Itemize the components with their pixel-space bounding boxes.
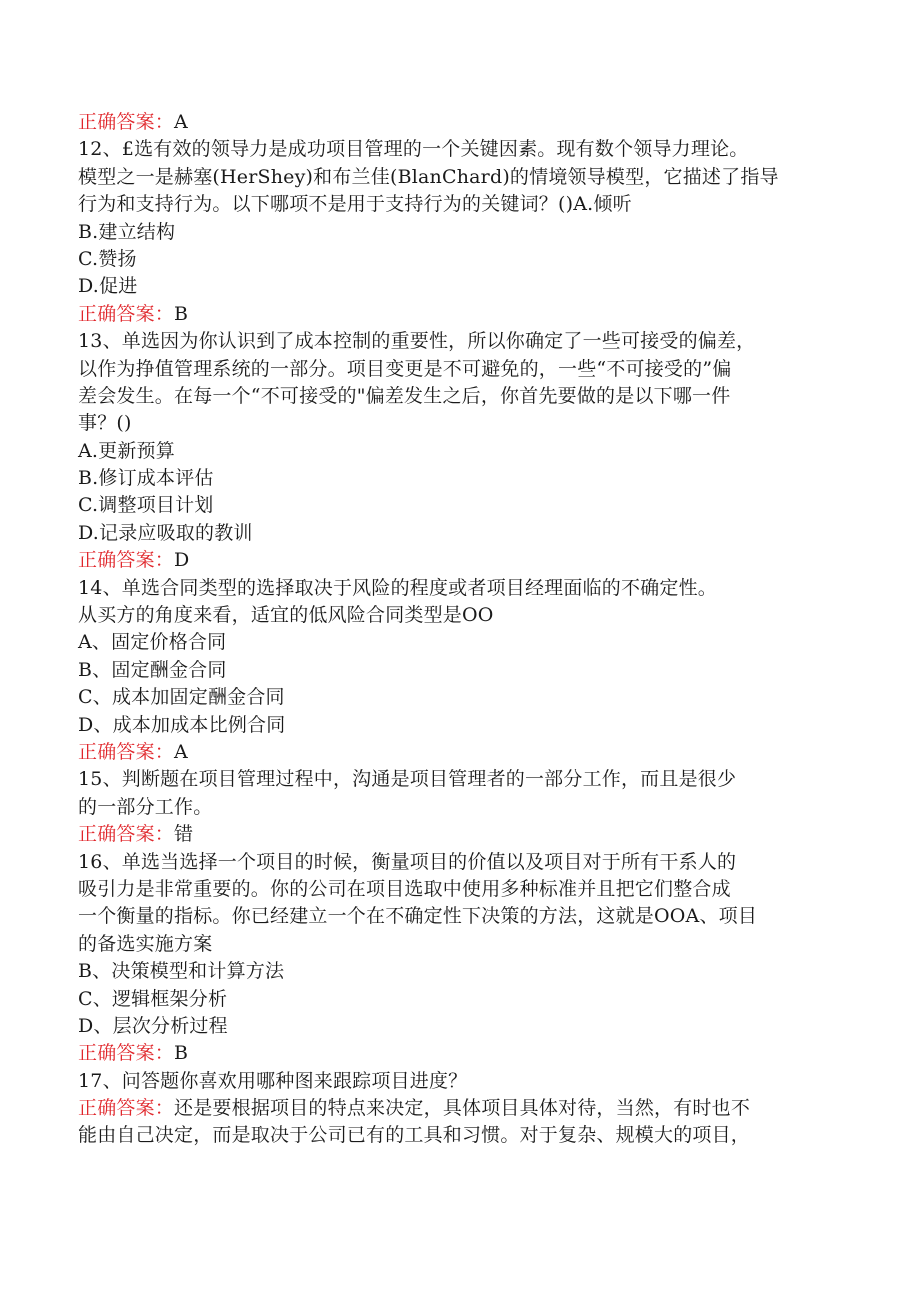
text-line: C、成本加固定酬金合同 [78,686,285,709]
text-line: 12、£选有效的领导力是成功项目管理的一个关键因素。现有数个领导力理论。 [78,138,749,161]
answer-value: A [174,740,188,763]
text-line: 17、问答题你喜欢用哪种图来跟踪项目进度？ [78,1069,468,1092]
text-line: 差会发生。在每一个“不可接受的"偏差发生之后，你首先要做的是以下哪一件 [78,384,731,407]
text-line: C.赞扬 [78,247,137,270]
answer-label: 正确答案： [78,1097,175,1120]
text-line: 15、判断题在项目管理过程中，沟通是项目管理者的一部分工作，而且是很少 [78,768,737,791]
text-line: D、层次分析过程 [78,1014,228,1037]
answer-label: 正确答案： [78,549,175,572]
text-line: 能由自己决定，而是取决于公司已有的工具和习惯。对于复杂、规模大的项目， [78,1124,751,1147]
text-line: D.记录应吸取的教训 [78,521,253,544]
text-line: 的备选实施方案 [78,932,213,955]
text-line: 以作为挣值管理系统的一部分。项目变更是不可避免的，一些“不可接受的”偏 [78,357,732,380]
answer-value: A [174,111,188,133]
answer-label: 正确答案： [78,111,175,133]
answer-line [78,301,848,328]
answer-line [78,109,848,136]
text-line: D、成本加成本比例合同 [78,713,286,736]
text-line: D.促进 [78,275,138,298]
text-line: 从买方的角度来看，适宜的低风险合同类型是OO [78,604,494,627]
answer-value: 还是要根据项目的特点来决定，具体项目具体对待，当然，有时也不 [174,1097,751,1120]
text-line: 吸引力是非常重要的。你的公司在项目选取中使用多种标准并且把它们整合成 [78,877,731,900]
text-line: A、固定价格合同 [78,631,227,654]
answer-line [78,1095,848,1122]
answer-label: 正确答案： [78,740,175,763]
answer-label: 正确答案： [78,823,175,846]
answer-line [78,821,848,848]
answer-value: B [174,1042,189,1065]
text-line: 模型之一是赫塞(HerShey)和布兰佳(BlanChard)的情境领导模型，它描述了指导 [78,165,779,188]
text-line: C、逻辑框架分析 [78,987,228,1010]
text-line: 一个衡量的指标。你已经建立一个在不确定性下决策的方法，这就是OOA、项目 [78,905,758,928]
text-line: B、固定酬金合同 [78,658,227,681]
text-line: B、决策模型和计算方法 [78,960,285,983]
answer-value: D [174,549,190,572]
text-line: 14、单选合同类型的选择取决于风险的程度或者项目经理面临的不确定性。 [78,576,717,599]
answer-line [78,739,848,766]
answer-line [78,1040,848,1067]
text-line: 13、单选因为你认识到了成本控制的重要性，所以你确定了一些可接受的偏差， [78,330,756,353]
answer-label: 正确答案： [78,1042,175,1065]
text-line: 行为和支持行为。以下哪项不是用于支持行为的关键词？()A.倾听 [78,193,632,216]
text-line: B.修订成本评估 [78,467,214,490]
text-line: 事？() [78,412,132,435]
answer-value: B [174,302,189,325]
text-line: 的一部分工作。 [78,795,213,818]
document-page [78,109,848,1150]
answer-line [78,547,848,574]
answer-label: 正确答案： [78,302,175,325]
text-line: B.建立结构 [78,220,176,243]
answer-value: 错 [174,823,194,846]
text-line: 16、单选当选择一个项目的时候，衡量项目的价值以及项目对于所有干系人的 [78,850,737,873]
text-line: A.更新预算 [78,439,175,462]
text-line: C.调整项目计划 [78,494,214,517]
